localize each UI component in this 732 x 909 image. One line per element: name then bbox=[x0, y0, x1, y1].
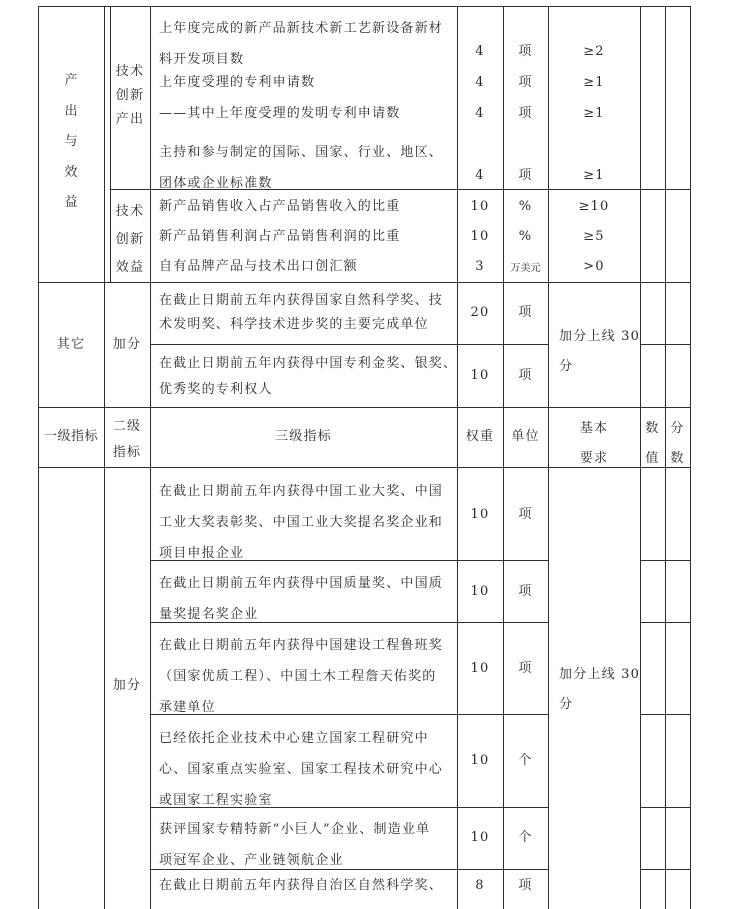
indicator-text: 主持和参与制定的国际、国家、行业、地区、 团体或企业标准数 bbox=[159, 145, 444, 191]
border-right bbox=[690, 6, 691, 909]
level2-bonus: 加分 bbox=[112, 678, 142, 693]
indicator-text: 新产品销售利润占产品销售利润的比重 bbox=[159, 229, 401, 244]
unit-value: % bbox=[518, 229, 533, 244]
header-score: 分 数 bbox=[670, 421, 685, 466]
weight-value: 10 bbox=[470, 507, 490, 522]
weight-value: 20 bbox=[470, 305, 490, 320]
unit-value: 项 bbox=[518, 305, 533, 320]
unit-value: 项 bbox=[518, 878, 533, 893]
level1-other: 其它 bbox=[56, 337, 86, 352]
indicator-text: 在截止日期前五年内获得中国质量奖、中国质 量奖提名奖企业 bbox=[159, 576, 444, 622]
border-left bbox=[38, 6, 39, 909]
header-level3: 三级指标 bbox=[275, 429, 332, 444]
weight-value: 4 bbox=[475, 75, 485, 90]
requirement-value: 加分上线 30 分 bbox=[559, 667, 641, 712]
weight-value: 10 bbox=[470, 661, 490, 676]
level2-innovation-output: 技术 创新 产出 bbox=[115, 64, 145, 127]
unit-value: 项 bbox=[518, 75, 533, 90]
unit-value: 项 bbox=[518, 44, 533, 59]
unit-value: 项 bbox=[518, 168, 533, 183]
unit-value: 个 bbox=[518, 830, 533, 845]
requirement-value: ≥10 bbox=[578, 199, 610, 214]
rule-after-other bbox=[38, 407, 690, 408]
weight-value: 10 bbox=[470, 753, 490, 768]
unit-value: 项 bbox=[518, 661, 533, 676]
requirement-value: 加分上线 30 分 bbox=[559, 329, 641, 374]
unit-value: % bbox=[518, 199, 533, 214]
weight-value: 10 bbox=[470, 368, 490, 383]
weight-value: 10 bbox=[470, 584, 490, 599]
indicator-text: 自有品牌产品与技术出口创汇额 bbox=[159, 259, 358, 274]
weight-value: 4 bbox=[475, 44, 485, 59]
indicator-text: 在截止日期前五年内获得中国工业大奖、中国 工业大奖表彰奖、中国工业大奖提名奖企业和 项目申报企业 bbox=[159, 484, 444, 561]
unit-value: 万美元 bbox=[510, 263, 541, 274]
requirement-value: ≥5 bbox=[583, 229, 605, 244]
rule-l1-inner bbox=[104, 6, 105, 283]
weight-value: 3 bbox=[475, 259, 485, 274]
indicator-text: 上年度受理的专利申请数 bbox=[159, 75, 316, 90]
border-top bbox=[38, 6, 690, 7]
requirement-value: ≥2 bbox=[583, 44, 605, 59]
weight-value: 10 bbox=[470, 229, 490, 244]
rule-l2-right bbox=[150, 6, 151, 909]
requirement-value: ≥1 bbox=[583, 106, 605, 121]
header-level2: 二级 指标 bbox=[112, 419, 142, 460]
unit-value: 项 bbox=[518, 584, 533, 599]
indicator-text: 在截止日期前五年内获得中国专利金奖、银奖、 优秀奖的专利权人 bbox=[159, 356, 458, 397]
rule-after-output-section bbox=[38, 282, 690, 283]
rule-l3-right bbox=[457, 6, 458, 909]
level2-bonus: 加分 bbox=[112, 337, 142, 352]
header-unit: 单位 bbox=[511, 429, 540, 444]
unit-value: 项 bbox=[518, 368, 533, 383]
requirement-value: ≥1 bbox=[583, 75, 605, 90]
indicator-text: 在截止日期前五年内获得中国建设工程鲁班奖 （国家优质工程）、中国土木工程詹天佑奖的 承建单位 bbox=[159, 638, 444, 715]
weight-value: 10 bbox=[470, 199, 490, 214]
rule-other-mid bbox=[150, 344, 548, 345]
indicator-text: 获评国家专精特新“小巨人”企业、制造业单 项冠军企业、产业链领航企业 bbox=[159, 822, 431, 868]
rule-weight-right bbox=[503, 6, 504, 909]
header-requirement: 基本 要求 bbox=[579, 421, 609, 466]
indicator-text: 在截止日期前五年内获得国家自然科学奖、技 术发明奖、科学技术进步奖的主要完成单位 bbox=[159, 293, 444, 332]
indicator-text: 上年度完成的新产品新技术新工艺新设备新材 料开发项目数 bbox=[159, 21, 444, 67]
header-weight: 权重 bbox=[465, 429, 495, 444]
unit-value: 项 bbox=[518, 507, 533, 522]
requirement-value: ≥1 bbox=[583, 168, 605, 183]
unit-value: 项 bbox=[518, 106, 533, 121]
indicator-text: 已经依托企业技术中心建立国家工程研究中 心、国家重点实验室、国家工程技术研究中心 或国家工程实验室 bbox=[159, 731, 444, 808]
weight-value: 4 bbox=[475, 106, 485, 121]
indicator-text: 在截止日期前五年内获得自治区自然科学奖、 bbox=[159, 878, 444, 893]
level2-innovation-benefit: 技术 创新 效益 bbox=[115, 204, 145, 275]
unit-value: 个 bbox=[518, 753, 533, 768]
indicator-text: 新产品销售收入占产品销售收入的比重 bbox=[159, 199, 401, 214]
indicator-text: ——其中上年度受理的发明专利申请数 bbox=[159, 106, 401, 121]
weight-value: 10 bbox=[470, 830, 490, 845]
level1-output-benefit: 产 出 与 效 益 bbox=[64, 73, 78, 210]
requirement-value: >0 bbox=[583, 259, 605, 274]
weight-value: 8 bbox=[475, 878, 485, 893]
header-level1: 一级指标 bbox=[43, 429, 98, 444]
weight-value: 4 bbox=[475, 168, 485, 183]
header-value: 数 值 bbox=[645, 421, 660, 466]
